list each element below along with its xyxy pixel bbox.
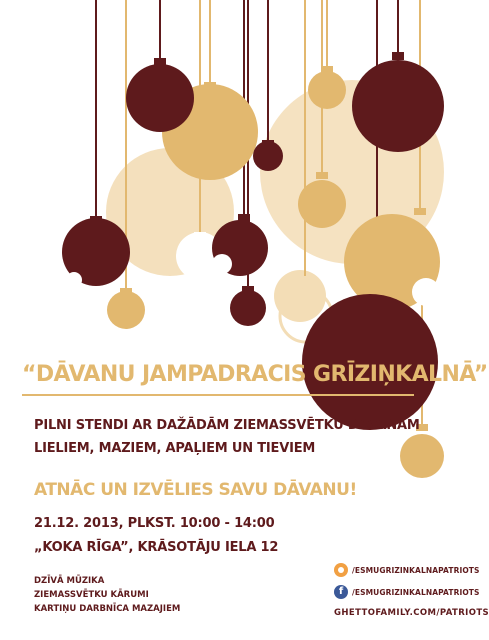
facebook-icon: f: [334, 585, 348, 599]
event-date-time: 21.12. 2013, PLKST. 10:00 - 14:00: [34, 516, 275, 531]
ornament-gold: [298, 180, 346, 228]
subtitle-line-2: LIELIEM, MAZIEM, APAĻIEM UN TIEVIEM: [34, 441, 316, 456]
ornament-maroon: [253, 141, 283, 171]
extra-christmas-treats: ZIEMASSVĒTKU KĀRUMI: [34, 590, 149, 600]
draugiem-handle: /ESMUGRIZINKALNAPATRIOTS: [352, 565, 480, 575]
poster-title: “DĀVANU JAMPADRACIS GRĪZIŅKALNĀ”: [22, 362, 488, 387]
ornament-maroon: [352, 60, 444, 152]
subtitle-line-1: PILNI STENDI AR DAŽĀDĀM ZIEMASSVĒTKU DĀVANĀM: [34, 418, 420, 433]
ornament-gold: [400, 434, 444, 478]
draugiem-link[interactable]: [334, 562, 480, 578]
website-link[interactable]: GHETTOFAMILY.COM/PATRIOTS: [334, 608, 489, 618]
title-underline: [22, 394, 414, 396]
facebook-link[interactable]: [334, 584, 480, 600]
facebook-handle: /ESMUGRIZINKALNAPATRIOTS: [352, 587, 480, 597]
extra-live-music: DZĪVĀ MŪZIKA: [34, 576, 105, 586]
draugiem-icon: [334, 563, 348, 577]
ornament-gold: [308, 71, 346, 109]
call-to-action: ATNĀC UN IZVĒLIES SAVU DĀVANU!: [34, 480, 357, 500]
ornament-maroon: [230, 290, 266, 326]
ornament-gold: [107, 291, 145, 329]
event-venue: „KOKA RĪGA”, KRĀSOTĀJU IELA 12: [34, 540, 279, 555]
pale-circle-small: [274, 270, 326, 322]
ornament-maroon: [126, 64, 194, 132]
extra-card-workshop: KARTIŅU DARBNĪCA MAZAJIEM: [34, 604, 181, 614]
